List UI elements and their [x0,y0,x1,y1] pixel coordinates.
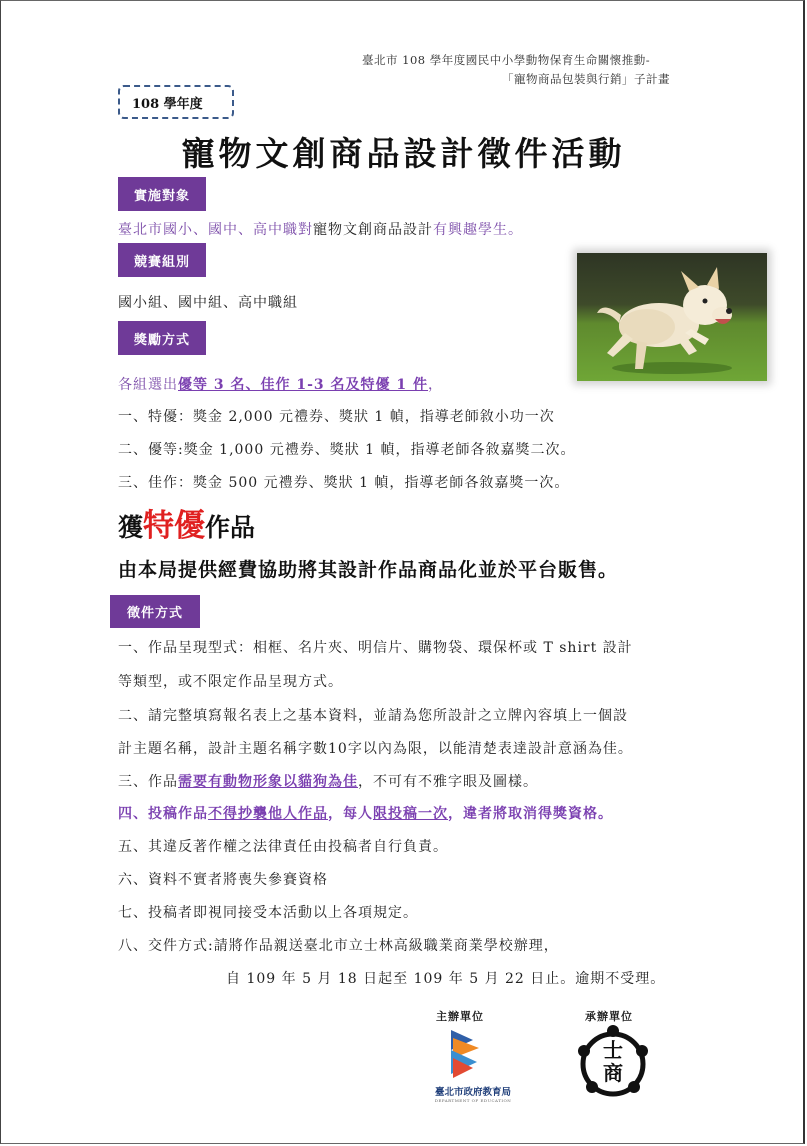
special-highlight: 特優 [143,508,206,544]
award-item-3: 三、佳作：獎金 500 元禮券、獎狀 1 幀，指導老師各敘嘉獎一次。 [118,475,570,491]
submission-item-5: 五、其違反著作權之法律責任由投稿者自行負責。 [118,839,448,855]
submission-item-8: 八、交件方式:請將作品親送臺北市立士林高級職業商業學校辦理， [118,938,559,954]
item4-a: 四、投稿作品 [118,806,208,822]
award-item-2: 二、優等:獎金 1,000 元禮券、獎狀 1 幀，指導老師各敘嘉獎二次。 [118,442,576,458]
item3-a: 三、作品 [118,774,178,790]
tag-groups: 競賽組別 [118,243,206,277]
submission-item-1-line-1: 一、作品呈現型式：相框、名片夾、明信片、購物袋、環保杯或 T shirt 設計 [118,640,633,656]
special-prefix: 獲 [118,513,144,542]
tag-awards: 獎勵方式 [118,321,206,355]
groups-text: 國小組、國中組、高中職組 [118,295,298,311]
submission-item-2-line-1: 二、請完整填寫報名表上之基本資料，並請為您所設計之立牌內容填上一個設 [118,708,628,724]
seal-bottom-char: 商 [603,1061,623,1085]
target-text-c: 有興趣學生。 [433,222,523,238]
submission-deadline: 自 109 年 5 月 18 日起至 109 年 5 月 22 日止。逾期不受理。 [226,971,666,987]
item3-c: ，不可有不雅字眼及圖樣。 [358,774,538,790]
item3-highlight: 需要有動物形象以貓狗為佳 [178,774,358,790]
host-label: 主辦單位 [436,1010,484,1023]
education-dept-subtitle: DEPARTMENT OF EDUCATION [434,1098,512,1103]
item4-highlight-1: 不得抄襲他人作品 [208,806,328,822]
tag-submission: 徵件方式 [110,595,200,628]
item4-e: ，違者將取消得獎資格。 [448,806,613,822]
item4-c: ，每人 [328,806,373,822]
submission-item-4 [118,803,613,823]
education-dept-logo [423,1026,523,1103]
education-dept-name: 臺北市政府教育局 [434,1087,511,1098]
submission-item-3 [118,771,538,791]
special-award-heading [118,500,255,545]
year-badge: 108 學年度 [118,85,234,119]
awards-intro-c: ， [428,377,444,393]
tag-target: 實施對象 [118,177,206,211]
submission-item-7: 七、投稿者即視同接受本活動以上各項規定。 [118,905,418,921]
organizer-label: 承辦單位 [585,1010,633,1023]
target-text [118,219,523,239]
submission-item-6: 六、資料不實者將喪失參賽資格 [118,872,328,888]
education-dept-logo-mark [423,1026,523,1082]
awards-intro [118,374,443,394]
special-award-line: 由本局提供經費協助將其設計作品商品化並於平台販售。 [118,559,619,581]
awards-intro-a: 各組選出 [118,377,178,393]
school-seal-logo [575,1025,651,1099]
header-line-2: 「寵物商品包裝與行銷」子計畫 [502,72,670,86]
submission-item-2-line-2: 計主題名稱，設計主題名稱字數10字以內為限，以能清楚表達設計意涵為佳。 [118,741,633,757]
header-line-1: 臺北市 108 學年度國民中小學動物保育生命關懷推動- [362,53,651,67]
page-title: 寵物文創商品設計徵件活動 [181,134,626,173]
award-item-1: 一、特優：獎金 2,000 元禮券、獎狀 1 幀，指導老師敘小功一次 [118,409,555,425]
awards-intro-highlight: 優等 3 名、佳作 1-3 名及特優 1 件 [178,377,429,393]
seal-top-char: 士 [603,1038,623,1062]
submission-item-1-line-2: 等類型，或不限定作品呈現方式。 [118,674,343,690]
target-text-b: 寵物文創商品設計 [313,222,433,238]
special-suffix: 作品 [205,513,256,542]
target-text-a: 臺北市國小、國中、高中職對 [118,222,313,238]
item4-highlight-2: 限投稿一次 [373,806,448,822]
dog-photo [577,253,767,381]
